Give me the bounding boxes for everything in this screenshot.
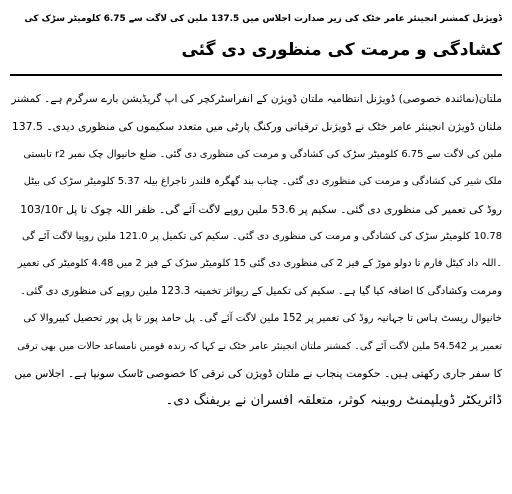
article-line: ملتان(نمائندہ خصوصی) ڈویژنل انتظامیہ ملتان ڈویژن کے انفراسٹرکچر کی اپ گریڈیشن بارے سرگرم ہے۔ کمشنر [11,93,502,105]
article-line: ملین کی لاگت سے 6.75 کلومیٹر سڑک کی کشادگی و مرمت کی منظوری دی گئی۔ ضلع خانیوال چک نمبر r2 تابستی [23,148,502,160]
article-line: کا سفر جاری رکھتی ہیں۔ حکومت پنجاب نے ملتان ڈویژن کی ترقی کا خصوصی ٹاسک سونپا ہے۔ اجلاس میں [14,367,502,381]
article-body [10,86,502,415]
article-line: ڈائریکٹر ڈویلپمنٹ روبینہ کوثر، متعلقہ افسران نے بریفنگ دی۔ [165,393,502,409]
article-line: ومرمت وکشادگی کا اضافہ کیا گیا ہے۔ سکیم کی تکمیل کے ریوائز تخمینہ 123.3 ملین روپے کی منظوری دی گئی۔ [20,285,502,297]
article-line: روڈ کی تعمیر کی منظوری دی گئی۔ سکیم پر 53.6 ملین روپے لاگت آئے گی۔ ظفر اللہ چوک تا پل 103/10r [20,202,502,216]
article-line: ۔اللہ داد کیٹل فارم تا دولو موڑ کے فیز 2 کی منظوری دی گئی 15 کلومیٹر سڑک کے فیز 2 میں 4.48 کلومیٹر کی تعمیر [17,258,502,270]
article-line: 10.78 کلومیٹر سڑک کی کشادگی و مرمت کی منظوری دی گئی۔ سکیم کی تکمیل پر 121.0 ملین روپیا لاگت آئے گی [21,231,502,243]
article-line: ملک شیر کی کشادگی و مرمت کی منظوری دی گئی۔ چناب بند گھگرہ قلندر تاجراغ بیلہ 5.37 کلومیٹر سڑک کی بیٹل [23,176,502,188]
article-line: تعمیر پر 54.542 ملین لاگت آئے گی۔ کمشنر ملتان انجینئر عامر خٹک نے کہا کہ زندہ قومیں نامساعد حالات میں بھی ترقی [17,340,502,352]
headline-divider [10,74,502,76]
headline [10,4,502,66]
headline-line: کشادگی و مرمت کی منظوری دی گئی [181,40,502,60]
headline-line: ڈویژنل کمشنر انجینئر عامر خٹک کی زیر صدارت اجلاس میں 137.5 ملین کی لاگت سے 6.75 کلومیٹر سڑک کی [24,14,502,24]
article-line: ملتان ڈویژن انجینئر عامر خٹک نے ڈویژنل ترقیاتی ورکنگ پارٹی میں متعدد سکیموں کی منظوری دیدی۔ 137.5 [11,120,502,134]
article-line: خانیوال ریسٹ ہاس تا جہانیہ روڈ کی تعمیر پر 152 ملین لاگت آئے گی۔ پل حامد پور تا پل پور تحصیل کبیروالا کی [23,313,502,325]
